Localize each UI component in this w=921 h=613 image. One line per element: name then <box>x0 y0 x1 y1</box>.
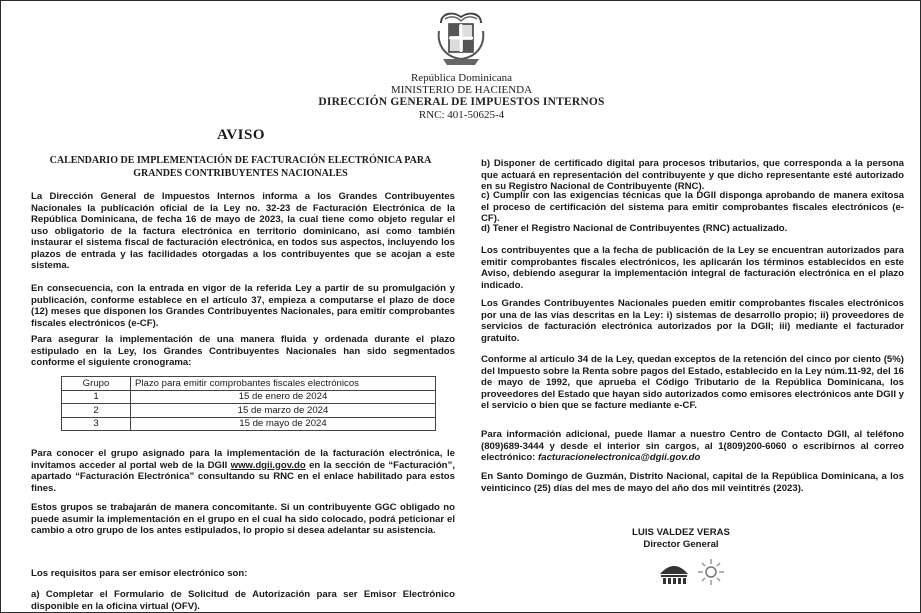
country-name: República Dominicana <box>410 72 513 84</box>
lookup-text-start: Para conocer el grupo asignado para la implementación de la facturación electrónica, le invitamos acceder al portal web de la DGII <box>31 448 455 471</box>
paragraph-tax-exemption <box>481 354 904 412</box>
paragraph-law-publication <box>31 191 455 272</box>
table-row <box>62 404 436 418</box>
agency-rnc: RNC: 401-50625-4 <box>418 109 505 121</box>
requirement-text: b) Disponer de certificado digital para procesos tributarios, que corresponda a la persona que actuará en representación del contribuyente y que dicho representante esté autorizado en su Registro Nacional de Contribuyente (RNC). <box>481 158 904 192</box>
paragraph-emission-methods <box>481 298 904 344</box>
paragraph-text: Conforme al artículo 34 de la Ley, quedan exceptos de la retención del cinco por ciento (5%) del Impuesto sobre la Renta sobre pagos del Estado, establecido en la Ley núm.11-92, del 16 de mayo de 1992, que aprueba el Código Tributario de la República Dominicana, los proveedores del Estado que hayan sido autorizados como emisores electrónicos ante DGII y el servicio o bien que se facture mediante e-CF. <box>481 354 904 411</box>
dgii-portal-link[interactable]: www.dgii.gov.do <box>230 459 306 471</box>
subtitle-line-1: CALENDARIO DE IMPLEMENTACIÓN DE FACTURACIÓN ELECTRÓNICA PARA <box>49 155 432 166</box>
column-header-group: Grupo <box>62 377 131 391</box>
requirement-b <box>481 158 904 193</box>
paragraph-text: Estos grupos se trabajarán de manera concomitante. Si un contribuyente GGC obligado no puede asumir la implementación en el grupo en el cual ha sido colocado, podrá peticionar el cambio a otro grupo de los antes estipulados, lo propio si desea adelantar su asistencia. <box>31 502 455 536</box>
signer-title: Director General <box>643 539 719 550</box>
paragraph-contact-info <box>481 429 904 464</box>
paragraph-text: Los Grandes Contribuyentes Nacionales pueden emitir comprobantes fiscales electrónicos por una de las vías descritas en la Ley: i) sistemas de desarrollo propio; ii) proveedores de servicios de facturación electrónica autorizados por la DGII; iii) mediante el facturador gratuito. <box>481 298 904 344</box>
subtitle-line-2: GRANDES CONTRIBUYENTES NACIONALES <box>133 168 348 179</box>
table-row <box>62 417 436 431</box>
paragraph-entry-into-force <box>31 283 455 329</box>
requirement-c <box>481 190 904 225</box>
requirement-a <box>31 589 455 612</box>
column-header-deadline: Plazo para emitir comprobantes fiscales electrónicos <box>131 377 436 391</box>
paragraph-place-date <box>481 471 904 494</box>
deadline-cell: 15 de mayo de 2024 <box>131 417 436 431</box>
signer-name: LUIS VALDEZ VERAS <box>632 527 730 538</box>
group-cell: 2 <box>62 404 131 418</box>
paragraph-text: Para asegurar la implementación de una manera fluida y ordenada durante el plazo estipulado en la Ley, los Grandes Contribuyentes Nacionales han sido segmentados conforme el siguiente cronograma: <box>31 334 455 368</box>
table-header-row <box>62 377 436 391</box>
ministry-name: MINISTERIO DE HACIENDA <box>390 84 533 96</box>
contact-email-link[interactable]: facturacionelectronica@dgii.gov.do <box>538 452 701 463</box>
paragraph-text: Los contribuyentes que a la fecha de publicación de la Ley se encuentran autorizados para emitir comprobantes fiscales electrónicos, les aplicarán los términos establecidos en este Aviso, debiendo asegurar la implementación integral de facturación electrónica en el plazo indicado. <box>481 245 904 291</box>
requirement-text: c) Cumplir con las exigencias técnicas que la DGII disponga aprobando de manera exitosa el proceso de certificación del sistema para emitir comprobantes fiscales electrónicos (e-CF). <box>481 190 904 224</box>
requirement-text: a) Completar el Formulario de Solicitud de Autorización para ser Emisor Electrónico disponible en la oficina virtual (OFV). <box>31 589 455 612</box>
lookup-text-end: en la sección de “Facturación”, apartado “Facturación Electrónica” consultando su RNC en el enlace habilitado para estos fines. <box>31 459 455 494</box>
paragraph-authorized-emitters <box>481 245 904 291</box>
paragraph-text <box>31 448 455 494</box>
paragraph-segmentation <box>31 334 455 369</box>
paragraph-group-change <box>31 502 455 537</box>
dgii-building-logo-icon <box>657 558 691 586</box>
contact-text: Para información adicional, puede llamar a nuestro Centro de Contacto DGII, al teléfono (809)689-3444 y desde el interior sin cargos, al 1(809)200-6060 o escribirnos al correo electrónico: <box>481 429 904 463</box>
group-cell: 3 <box>62 417 131 431</box>
paragraph-text <box>481 429 904 464</box>
dominican-coat-of-arms-icon <box>435 9 487 69</box>
deadline-cell: 15 de marzo de 2024 <box>131 404 436 418</box>
group-cell: 1 <box>62 390 131 404</box>
paragraph-requirements-intro <box>31 568 455 580</box>
agency-name: DIRECCIÓN GENERAL DE IMPUESTOS INTERNOS <box>318 96 605 108</box>
requirement-d <box>481 223 904 235</box>
paragraph-text: Los requisitos para ser emisor electrónico son: <box>31 568 248 579</box>
table-row <box>62 390 436 404</box>
paragraph-text: La Dirección General de Impuestos Internos informa a los Grandes Contribuyentes Nacionales la publicación oficial de la Ley no. 32-23 de Facturación Electrónica de la República Dominicana, de fecha 16 de mayo de 2023, la cual tiene como objeto regular el uso obligatorio de la factura electrónica en territorio dominicano, así como también instaurar el sistema fiscal de facturación electrónica, en todos sus aspectos, incluyendo los plazos de entrada y las facilidades otorgadas a los contribuyentes que se acojan a este sistema. <box>31 191 455 271</box>
paragraph-text: En Santo Domingo de Guzmán, Distrito Nacional, capital de la República Dominicana, a los veinticinco (25) días del mes de mayo del año dos mil veintitrés (2023). <box>481 471 904 494</box>
notice-title: AVISO <box>216 127 266 143</box>
paragraph-text: En consecuencia, con la entrada en vigor de la referida Ley a partir de su promulgación y publicación, conforme establece en el artículo 37, empieza a computarse el plazo de doce (12) meses que disponen los Grandes Contribuyentes Nacionales, para emitir comprobantes fiscales electrónicos (e-CF). <box>31 283 455 329</box>
paragraph-group-lookup <box>31 448 455 494</box>
deadline-cell: 15 de enero de 2024 <box>131 390 436 404</box>
notice-subtitle <box>33 154 448 180</box>
implementation-schedule-table <box>61 376 436 431</box>
government-sun-logo-icon <box>697 558 725 586</box>
requirement-text: d) Tener el Registro Nacional de Contribuyentes (RNC) actualizado. <box>481 223 788 234</box>
